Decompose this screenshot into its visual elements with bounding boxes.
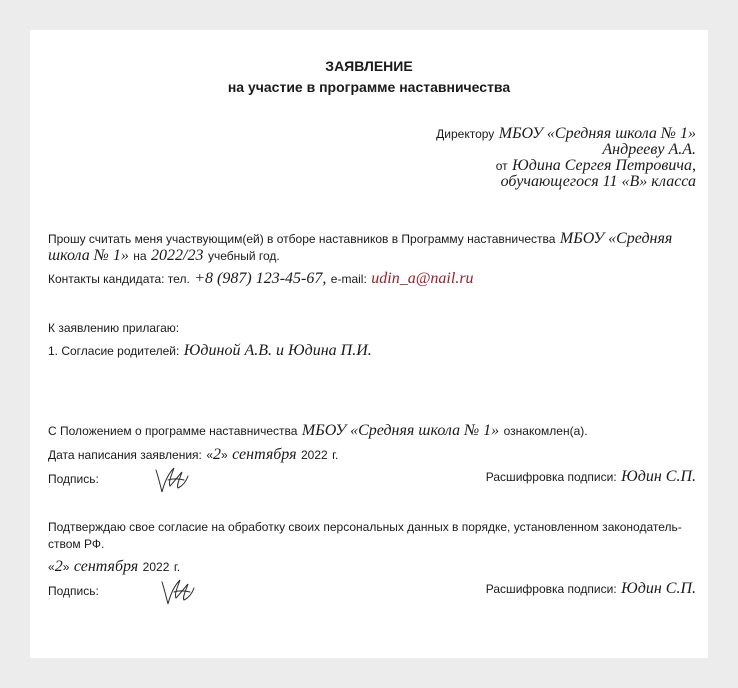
addressee-school: МБОУ «Средняя школа № 1» <box>498 125 696 142</box>
on-word: на <box>133 249 147 263</box>
attachments-heading: К заявлению прилагаю: <box>48 321 180 335</box>
decode-value-1: Юдин С.П. <box>621 468 696 485</box>
signature-image-2 <box>154 574 200 608</box>
email-value: udin_a@nail.ru <box>371 270 474 287</box>
decode-label-2: Расшифровка подписи: <box>485 582 617 596</box>
contacts-line <box>48 270 474 288</box>
signature-label-2: Подпись: <box>48 584 99 598</box>
request-school-part1: МБОУ «Средняя <box>559 230 673 247</box>
request-line-2 <box>48 247 280 265</box>
signature-image-1 <box>148 462 194 496</box>
acknowledgement-school: МБОУ «Средняя школа № 1» <box>301 422 500 439</box>
date-day: 2 <box>213 446 221 463</box>
acknowledgement-text: С Положением о программе наставничества <box>48 424 298 438</box>
attachment-item-1 <box>48 342 372 360</box>
document-subtitle: на участие в программе наставничества <box>227 79 511 95</box>
document-sheet <box>30 30 708 658</box>
date-year: 2022 <box>300 448 328 462</box>
signature-decode-1 <box>486 468 696 486</box>
attachment-item-value: Юдиной А.В. и Юдина П.И. <box>183 342 372 359</box>
date-month: сентября <box>232 446 297 463</box>
request-school-part2: школа № 1» <box>48 247 129 264</box>
signature-label-1: Подпись: <box>48 472 99 486</box>
decode-value-2: Юдин С.П. <box>621 580 696 597</box>
date-quote-close: » <box>221 448 228 462</box>
applicant-name: Юдина Сергея Петровича, <box>512 157 696 174</box>
school-year: 2022/23 <box>151 247 204 264</box>
acknowledgement-line <box>48 422 588 440</box>
date-quote-open: « <box>206 448 213 462</box>
phone-value: +8 (987) 123-45-67, <box>194 270 327 287</box>
addressee-director: Андрееву А.А. <box>602 141 696 158</box>
attachment-item-label: 1. Согласие родителей: <box>48 344 180 358</box>
consent-date-suffix: г. <box>173 560 181 574</box>
applicant-class: обучающегося 11 «В» класса <box>500 173 696 190</box>
consent-text-line-2: ством РФ. <box>48 537 105 551</box>
consent-date-quote-close: » <box>62 560 70 574</box>
date-suffix: г. <box>332 448 339 462</box>
consent-date-day: 2 <box>54 558 63 575</box>
contacts-label: Контакты кандидата: тел. <box>48 272 190 286</box>
year-suffix: учебный год. <box>207 249 280 263</box>
consent-date-year: 2022 <box>142 560 170 574</box>
request-text: Прошу считать меня участвующим(ей) в отборе наставников в Программу наставничества <box>48 232 556 246</box>
to-prefix: Директору <box>436 127 495 141</box>
from-prefix: от <box>495 159 508 173</box>
consent-date-quote-open: « <box>48 560 55 574</box>
email-label: e-mail: <box>330 272 367 286</box>
decode-label-1: Расшифровка подписи: <box>485 470 617 484</box>
request-line-1 <box>48 230 672 248</box>
date-label: Дата написания заявления: <box>48 448 202 462</box>
acknowledgement-suffix: ознакомлен(а). <box>503 424 588 438</box>
document-title: ЗАЯВЛЕНИЕ <box>325 58 413 74</box>
consent-text-line-1: Подтверждаю свое согласие на обработку своих персональных данных в порядке, установленном законодатель- <box>48 520 682 534</box>
consent-date-month: сентября <box>73 558 139 575</box>
signature-decode-2 <box>486 580 696 598</box>
